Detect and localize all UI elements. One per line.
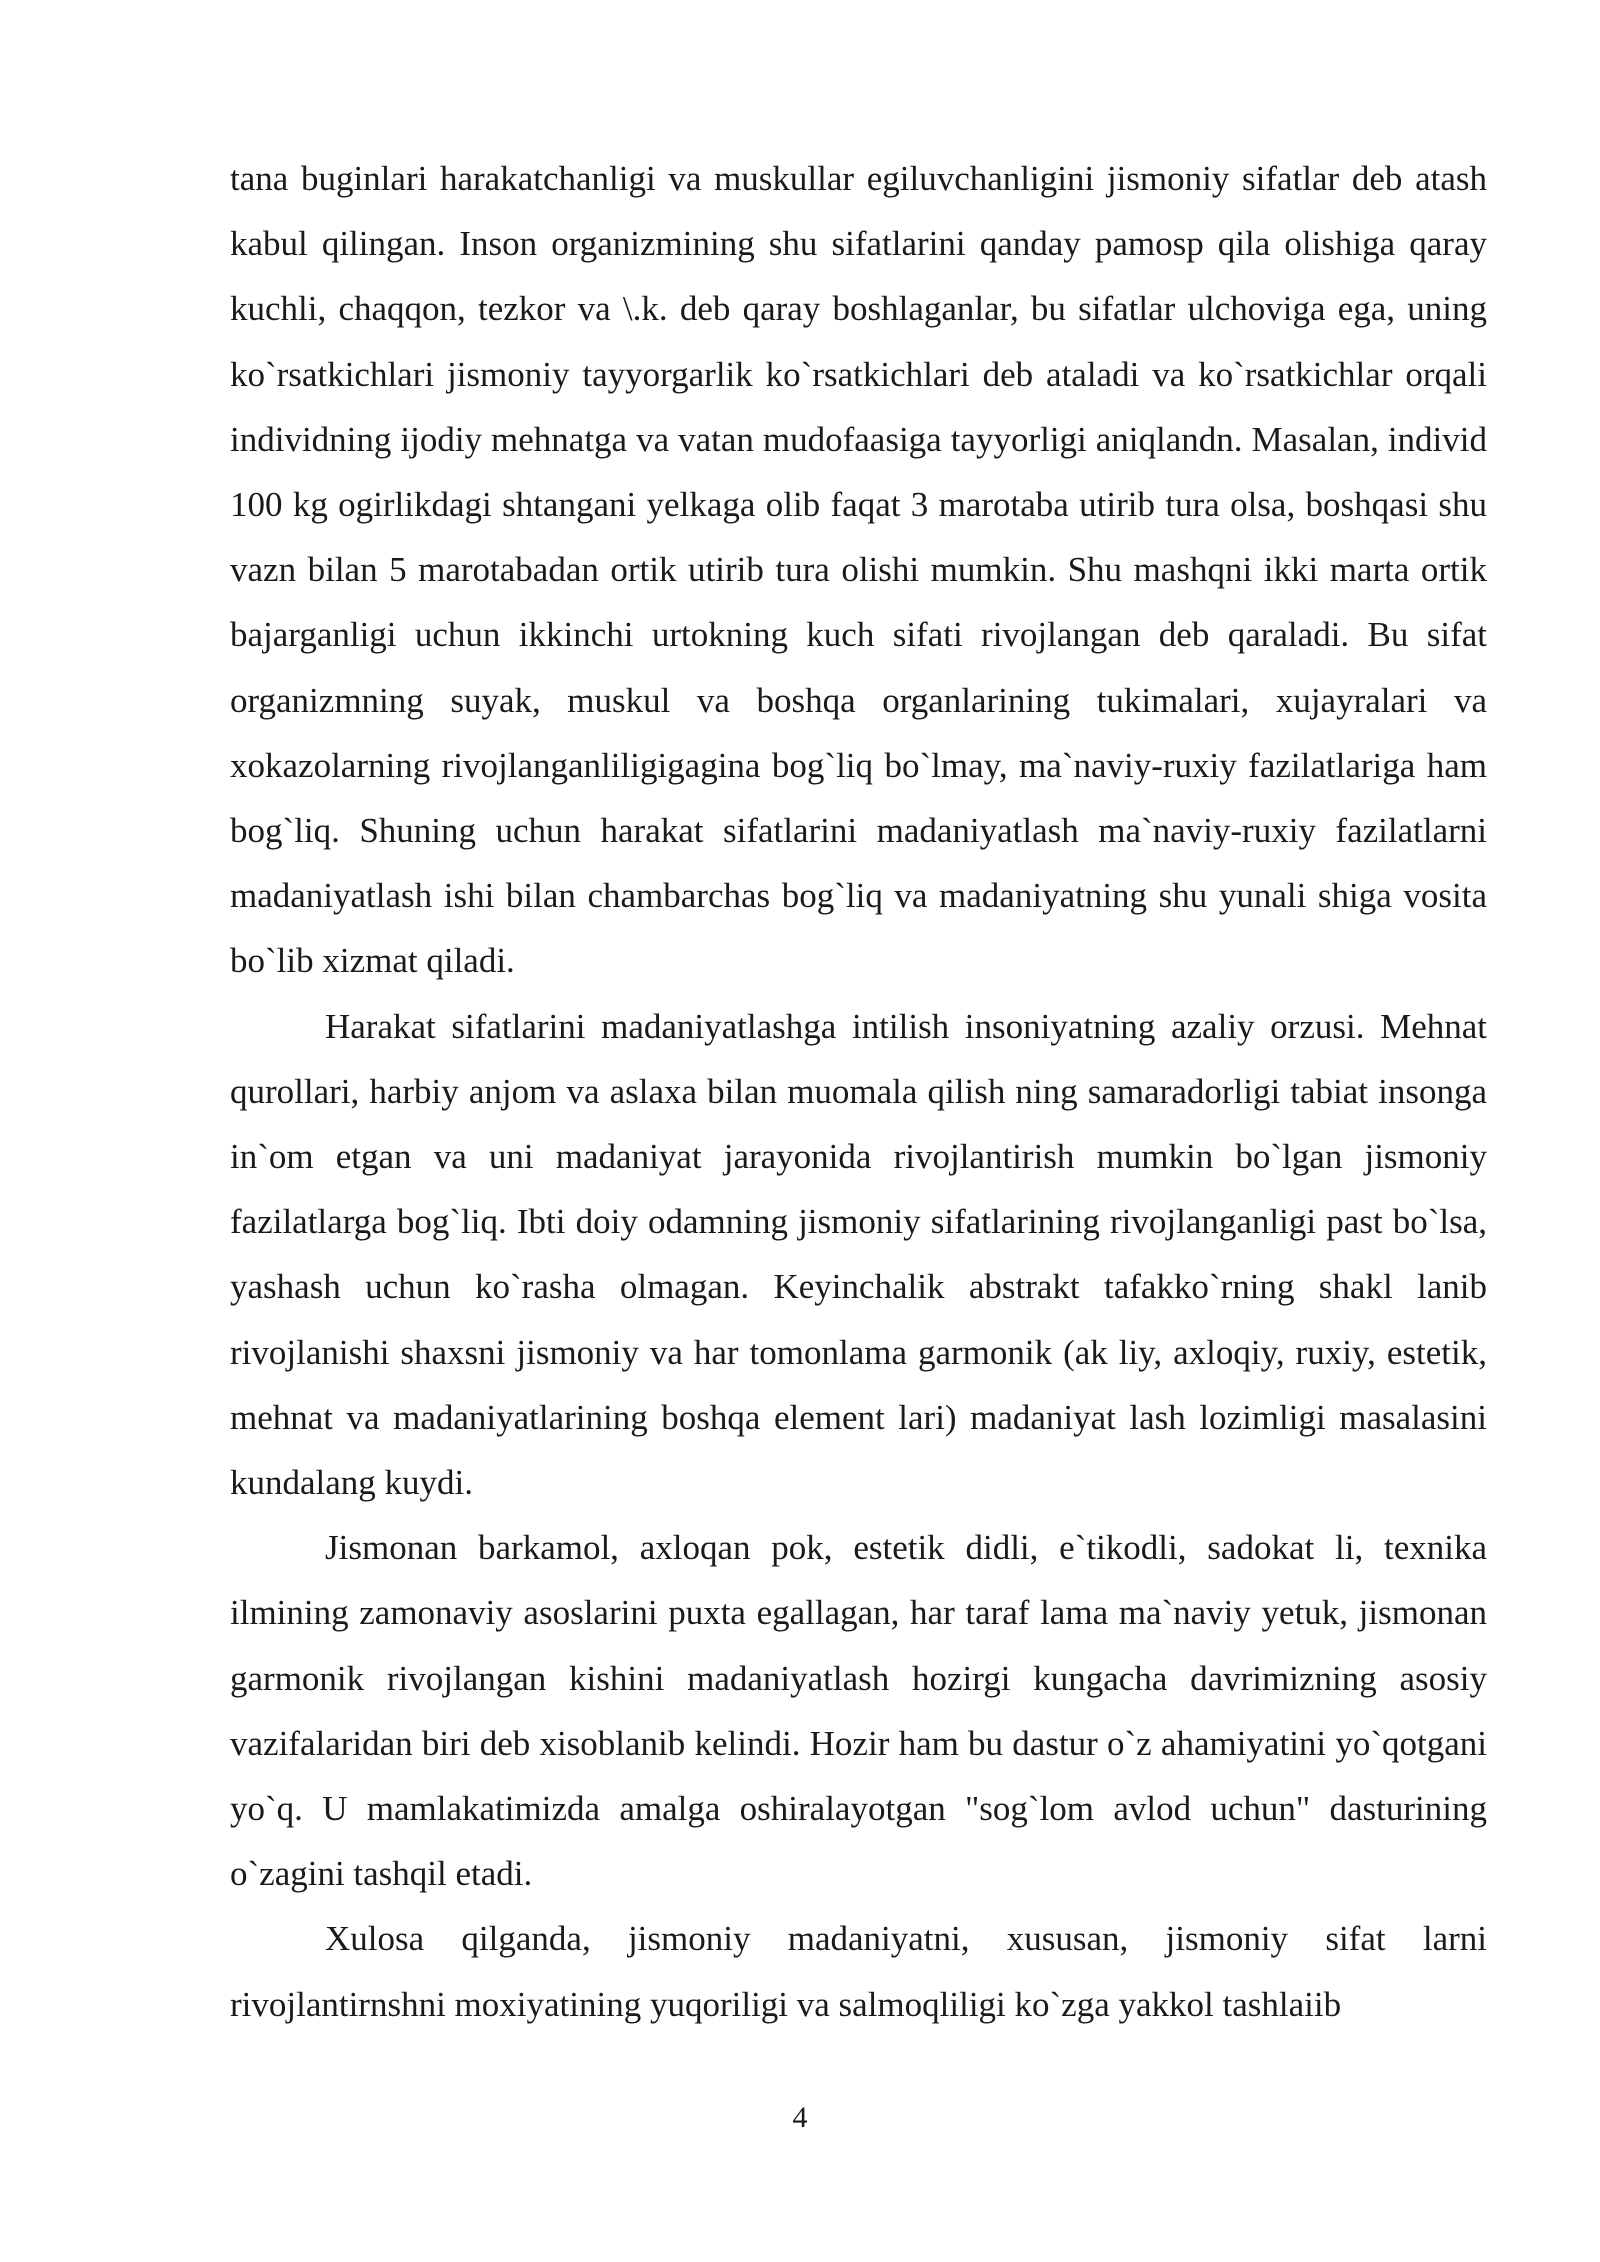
paragraph-1: tana buginlari harakatchanligi va muskullar egiluvchanligini jismoniy sifatlar deb atash kabul qilingan. Inson organizmining shu sifatlarini qanday pamosp qila olishiga qaray kuchli, chaqqon, tezkor va \.k. deb qaray boshlaganlar, bu sifatlar ulchoviga ega, uning ko`rsatkichlari jismoniy tayyorgarlik ko`rsatkichlari deb ataladi va ko`rsatkichlar orqali individning ijodiy mehnatga va vatan mudofaasiga tayyorligi aniqlandn. Masalan, individ 100 kg ogirlikdagi shtangani yelkaga olib faqat 3 marotaba utirib tura olsa, boshqasi shu vazn bilan 5 marotabadan ortik utirib tura olishi mumkin. Shu mashqni ikki marta ortik bajarganligi uchun ikkinchi urtokning kuch sifati rivojlangan deb qaraladi. Bu sifat organizmning suyak, muskul va boshqa organlarining tukimalari, xujayralari va xokazolarning rivojlanganliligigagina bog`liq bo`lmay, ma`naviy-ruxiy fazilatlariga ham bog`liq. Shuning uchun harakat sifatlarini madaniyatlash ma`naviy-ruxiy fazilatlarni madaniyatlash ishi bilan chambarchas bog`liq va madaniyatning shu yunali shiga vosita bo`lib xizmat qiladi. <box>230 159 1487 981</box>
page-number: 4 <box>792 2101 808 2134</box>
paragraph-3: Jismonan barkamol, axloqan pok, estetik didli, e`tikodli, sadokat li, texnika ilmining zamonaviy asoslarini puxta egallagan, har taraf lama ma`naviy yetuk, jismonan garmonik rivojlangan kishini madaniyatlash hozirgi kungacha davrimizning asosiy vazifalaridan biri deb xisoblanib kelindi. Hozir ham bu dastur o`z ahamiyatini yo`qotgani yo`q. U mamlakatimizda amalga oshiralayotgan "sog`lom avlod uchun" dasturining o`zagini tashqil etadi. <box>230 1528 1487 1894</box>
body-text <box>230 146 1487 2037</box>
paragraph-2: Harakat sifatlarini madaniyatlashga intilish insoniyatning azaliy orzusi. Mehnat qurollari, harbiy anjom va aslaxa bilan muomala qilish ning samaradorligi tabiat insonga in`om etgan va uni madaniyat jarayonida rivojlantirish mumkin bo`lgan jismoniy fazilatlarga bog`liq. Ibti doiy odamning jismoniy sifatlarining rivojlanganligi past bo`lsa, yashash uchun ko`rasha olmagan. Keyinchalik abstrakt tafakko`rning shakl lanib rivojlanishi shaxsni jismoniy va har tomonlama garmonik (ak liy, axloqiy, ruxiy, estetik, mehnat va madaniyatlarining boshqa element lari) madaniyat lash lozimligi masalasini kundalang kuydi. <box>230 1006 1487 1503</box>
paragraph-4: Xulosa qilganda, jismoniy madaniyatni, xususan, jismoniy sifat larni rivojlantirnshni moxiyatining yuqoriligi va salmoqliligi ko`zga yakkol tashlaiib <box>230 1919 1487 2024</box>
